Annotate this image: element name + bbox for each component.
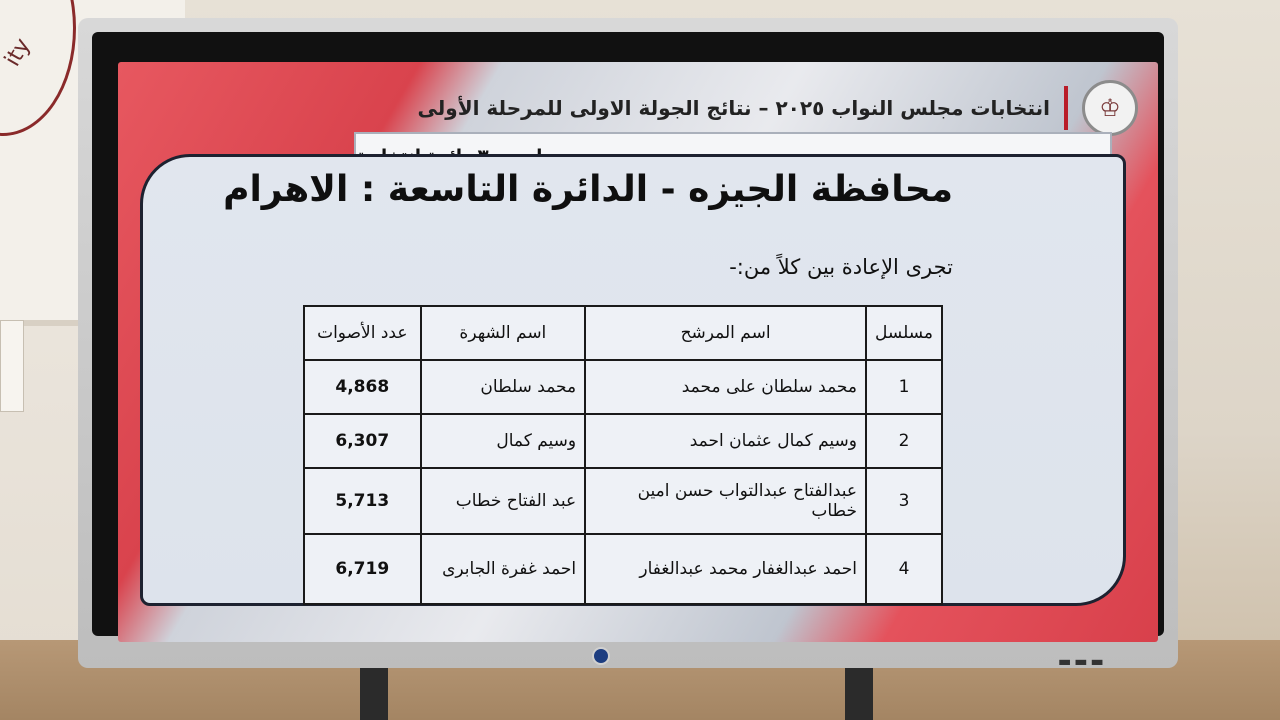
cell-serial: 4 (866, 534, 942, 604)
cell-votes: 6,307 (304, 414, 421, 468)
slide-screen (118, 62, 1158, 642)
header-known-as: اسم الشهرة (421, 306, 586, 360)
cell-known-as: محمد سلطان (421, 360, 586, 414)
table-row (304, 360, 942, 414)
header-serial: مسلسل (866, 306, 942, 360)
wall-logo-arc (0, 0, 76, 136)
header-divider (1064, 86, 1068, 130)
card-subtitle: تجرى الإعادة بين كلاً من:- (729, 255, 953, 279)
table-row (304, 534, 942, 604)
results-card (140, 154, 1126, 606)
stand-leg-left (360, 665, 388, 720)
eagle-emblem-icon: ♔ (1082, 80, 1138, 136)
cell-candidate: وسيم كمال عثمان احمد (585, 414, 866, 468)
cell-known-as: احمد غفرة الجابرى (421, 534, 586, 604)
cell-known-as: عبد الفتاح خطاب (421, 468, 586, 534)
slide-header (418, 80, 1138, 136)
indicator-lights: ▬▬▬ (1058, 654, 1107, 670)
cell-votes: 4,868 (304, 360, 421, 414)
wall-logo-text: ity (0, 34, 36, 71)
stand-leg-right (845, 665, 873, 720)
cell-serial: 1 (866, 360, 942, 414)
cell-serial: 2 (866, 414, 942, 468)
table-row (304, 414, 942, 468)
monitor-bezel (92, 32, 1164, 636)
header-title: انتخابات مجلس النواب ٢٠٢٥ – نتائج الجولة الاولى للمرحلة الأولى (417, 96, 1050, 120)
wall-tag (0, 320, 24, 412)
header-votes: عدد الأصوات (304, 306, 421, 360)
table-header-row (304, 306, 942, 360)
card-title: محافظة الجيزه - الدائرة التاسعة : الاهرام (223, 169, 953, 210)
cell-known-as: وسيم كمال (421, 414, 586, 468)
cell-votes: 5,713 (304, 468, 421, 534)
cell-candidate: عبدالفتاح عبدالتواب حسن امين خطاب (585, 468, 866, 534)
cell-candidate: محمد سلطان على محمد (585, 360, 866, 414)
cell-serial: 3 (866, 468, 942, 534)
table-row (304, 468, 942, 534)
display-monitor (78, 18, 1178, 668)
cell-candidate: احمد عبدالغفار محمد عبدالغفار (585, 534, 866, 604)
results-table (303, 305, 943, 605)
header-candidate: اسم المرشح (585, 306, 866, 360)
cell-votes: 6,719 (304, 534, 421, 604)
camera-icon (592, 647, 610, 665)
